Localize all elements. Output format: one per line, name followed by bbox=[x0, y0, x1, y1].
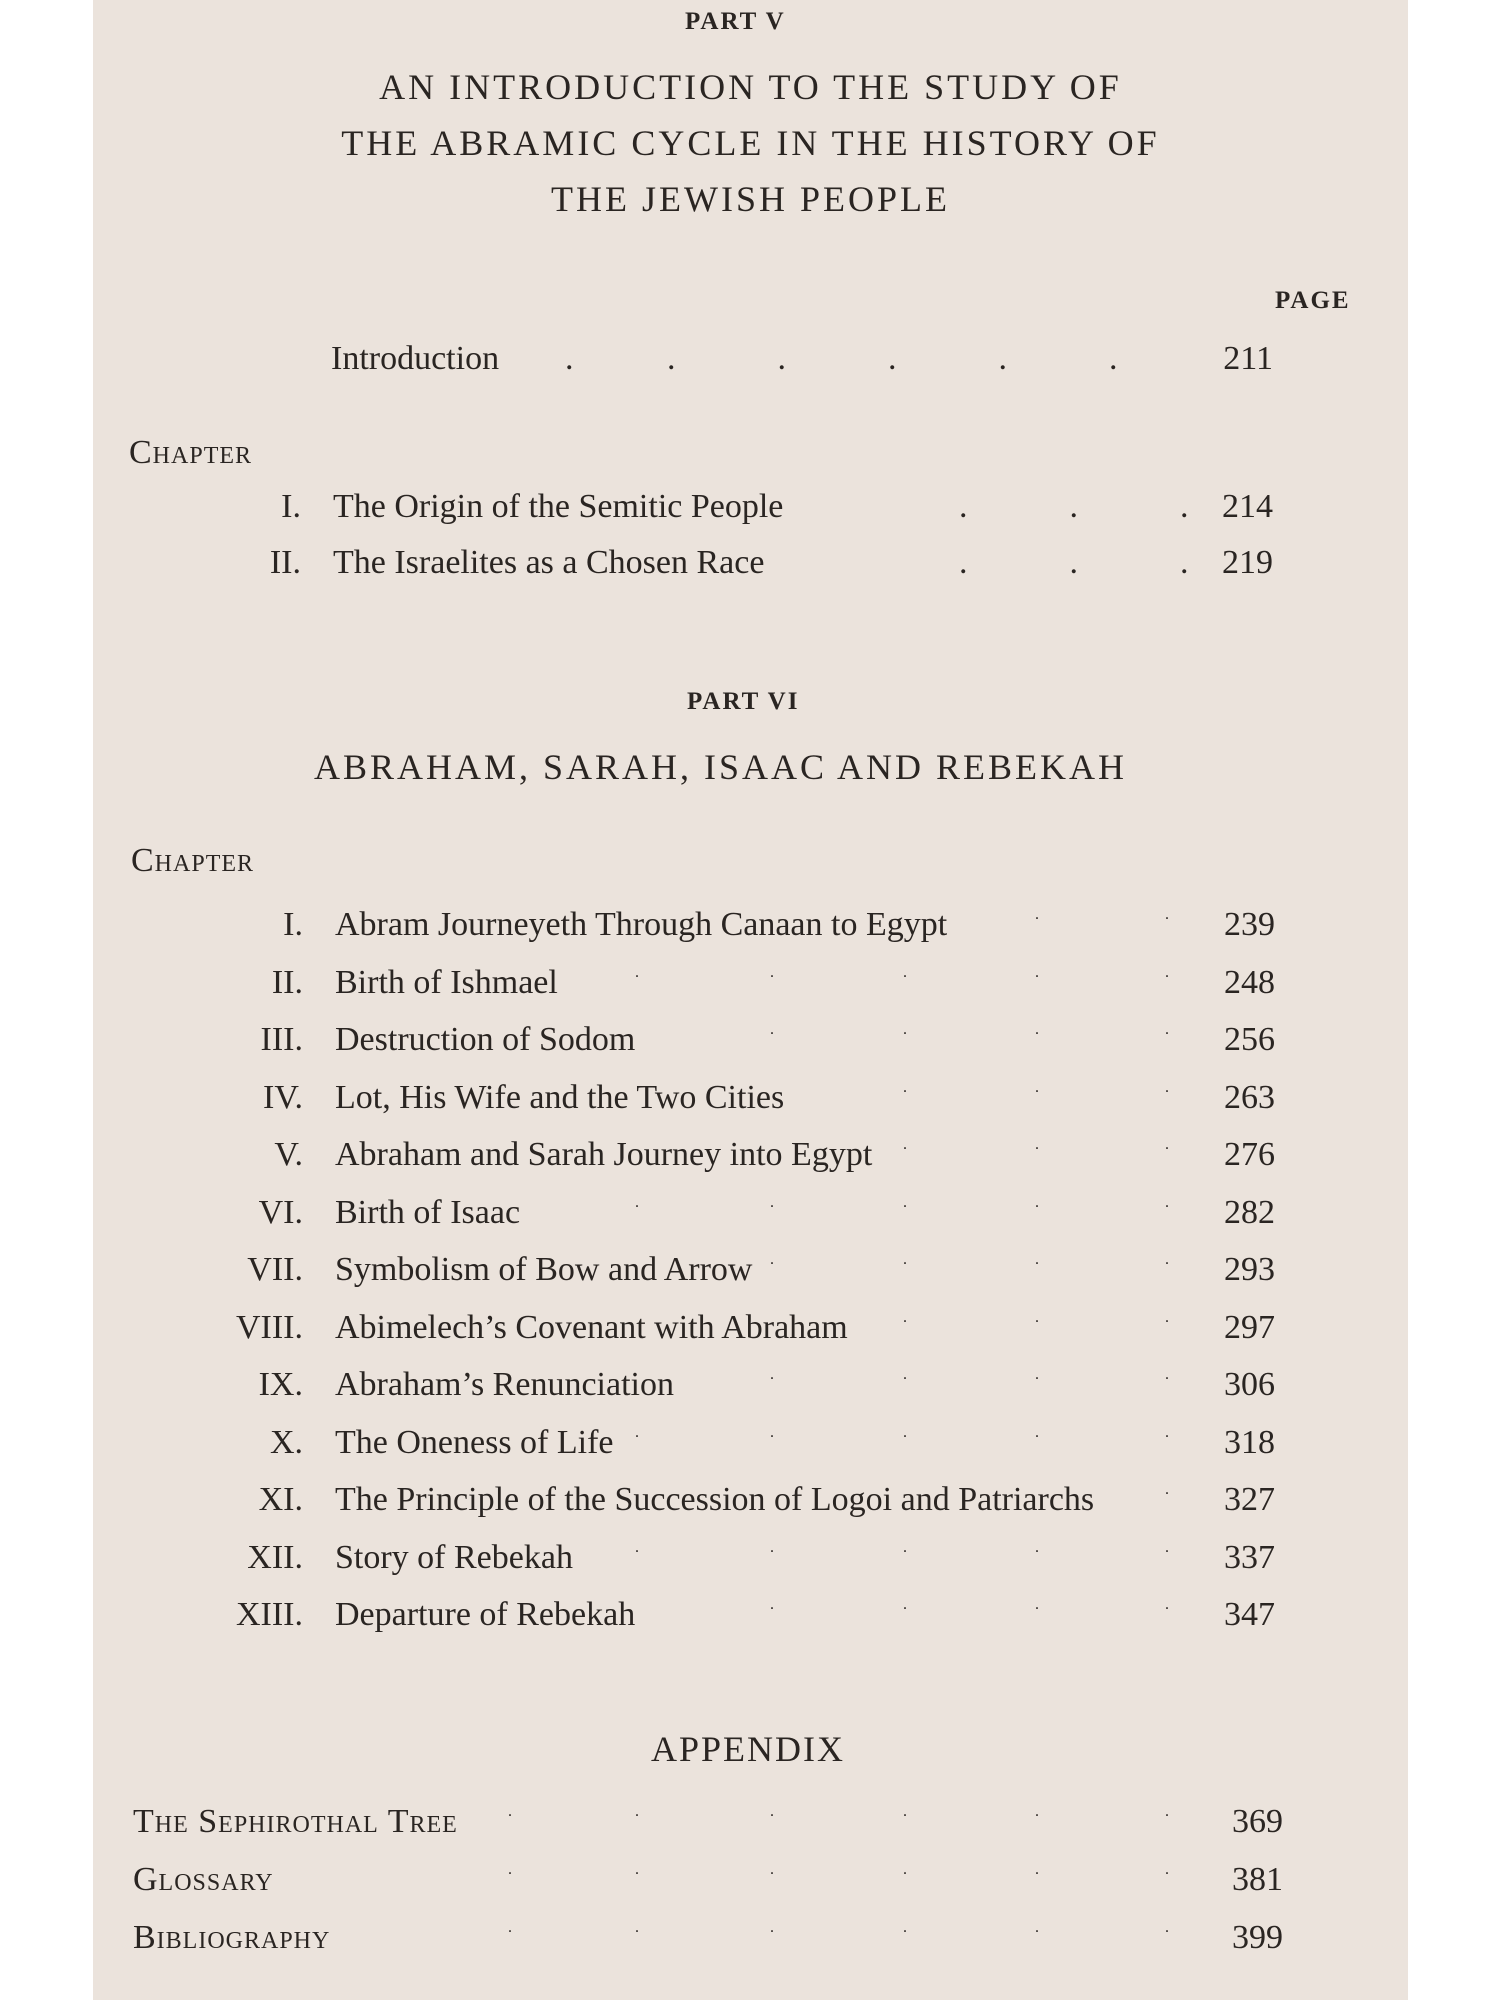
toc-label: Glossary bbox=[133, 1861, 274, 1898]
leader-dots: . . . . . . bbox=[565, 340, 1118, 377]
toc-label: Destruction of Sodom bbox=[335, 1021, 636, 1058]
toc-label: Bibliography bbox=[133, 1919, 331, 1956]
leader-dots: . . . bbox=[959, 488, 1189, 525]
toc-page-number: 239 bbox=[1224, 906, 1275, 943]
toc-label: The Origin of the Semitic People bbox=[333, 488, 784, 525]
toc-row[interactable]: Glossary 381 . . . . . . bbox=[133, 1861, 1283, 1898]
toc-label: The Oneness of Life bbox=[335, 1423, 614, 1461]
chapter-number: VIII. bbox=[235, 1308, 303, 1346]
chapter-number: XIII. bbox=[235, 1596, 303, 1633]
toc-row[interactable]: V. Abraham and Sarah Journey into Egypt 276 . . . bbox=[93, 1136, 1408, 1180]
toc-label: Abram Journeyeth Through Canaan to Egypt bbox=[335, 906, 948, 943]
toc-label: Abraham’s Renunciation bbox=[335, 1366, 674, 1403]
toc-label: Birth of Isaac bbox=[335, 1193, 521, 1231]
chapter-number: II. bbox=[271, 963, 303, 1001]
toc-label: Introduction bbox=[331, 340, 500, 377]
page-column-header: PAGE bbox=[1275, 287, 1351, 314]
toc-page-number: 369 bbox=[1232, 1803, 1283, 1840]
toc-label: Birth of Ishmael bbox=[335, 963, 558, 1001]
toc-page-number: 219 bbox=[1222, 544, 1273, 581]
part-vi-chapter-header: Chapter bbox=[131, 842, 255, 879]
chapter-number: VI. bbox=[258, 1193, 303, 1231]
chapter-number: X. bbox=[269, 1423, 303, 1461]
toc-page-number: 381 bbox=[1232, 1861, 1283, 1898]
chapter-number: IX. bbox=[258, 1366, 303, 1403]
toc-page-number: 399 bbox=[1232, 1919, 1283, 1956]
toc-page-number: 297 bbox=[1224, 1308, 1275, 1346]
chapter-number: XI. bbox=[258, 1481, 303, 1518]
toc-label: Story of Rebekah bbox=[335, 1538, 573, 1576]
toc-row[interactable]: X. The Oneness of Life 318 . . . . . bbox=[93, 1424, 1408, 1468]
toc-label: The Israelites as a Chosen Race bbox=[333, 544, 765, 581]
book-page bbox=[93, 0, 1408, 2000]
part-v-title-line-2: THE ABRAMIC CYCLE IN THE HISTORY OF bbox=[341, 123, 1160, 163]
toc-row[interactable]: VI. Birth of Isaac 282 . . . . . bbox=[93, 1194, 1408, 1238]
chapter-number: IV. bbox=[263, 1078, 303, 1116]
toc-label: The Sephirothal Tree bbox=[133, 1803, 458, 1840]
toc-page-number: 347 bbox=[1224, 1596, 1275, 1633]
toc-page-number: 214 bbox=[1222, 488, 1273, 525]
appendix-title: APPENDIX bbox=[651, 1729, 846, 1769]
toc-row[interactable]: VIII. Abimelech’s Covenant with Abraham 297 . . . bbox=[93, 1309, 1408, 1353]
toc-row[interactable]: III. Destruction of Sodom 256 . . . . bbox=[93, 1021, 1408, 1065]
part-v-chapter-header: Chapter bbox=[129, 434, 253, 471]
chapter-number: XII. bbox=[247, 1538, 303, 1576]
toc-row[interactable]: XIII. Departure of Rebekah 347 . . . . bbox=[93, 1596, 1408, 1640]
toc-page-number: 327 bbox=[1224, 1481, 1275, 1518]
toc-page-number: 282 bbox=[1224, 1193, 1275, 1231]
toc-row[interactable]: The Sephirothal Tree 369 . . . . . . bbox=[133, 1803, 1283, 1840]
toc-page-number: 293 bbox=[1224, 1251, 1275, 1288]
chapter-number: I. bbox=[283, 906, 303, 943]
toc-row[interactable]: Bibliography 399 . . . . . . bbox=[133, 1919, 1283, 1956]
toc-label: The Principle of the Succession of Logoi and Patriarchs bbox=[335, 1481, 1095, 1518]
toc-row[interactable] bbox=[93, 488, 1408, 532]
part-v-title-line-3: THE JEWISH PEOPLE bbox=[551, 179, 950, 219]
toc-row[interactable]: IX. Abraham’s Renunciation 306 . . . . bbox=[93, 1366, 1408, 1410]
part-vi-title: ABRAHAM, SARAH, ISAAC AND REBEKAH bbox=[313, 747, 1128, 787]
toc-page-number: 211 bbox=[1223, 340, 1273, 377]
toc-row[interactable]: XI. The Principle of the Succession of Logoi and Patriarchs 327 . bbox=[93, 1481, 1408, 1525]
part-v-heading: PART V bbox=[685, 8, 786, 35]
toc-label: Abraham and Sarah Journey into Egypt bbox=[335, 1136, 873, 1173]
toc-row[interactable]: IV. Lot, His Wife and the Two Cities 263 . . . bbox=[93, 1079, 1408, 1123]
toc-row[interactable]: I. Abram Journeyeth Through Canaan to Egypt 239 . . bbox=[93, 906, 1408, 950]
toc-page-number: 276 bbox=[1224, 1136, 1275, 1173]
toc-row-introduction[interactable] bbox=[93, 340, 1408, 384]
toc-label: Departure of Rebekah bbox=[335, 1596, 636, 1633]
toc-page-number: 248 bbox=[1224, 963, 1275, 1001]
toc-row[interactable]: VII. Symbolism of Bow and Arrow 293 . . . . bbox=[93, 1251, 1408, 1295]
toc-page-number: 263 bbox=[1224, 1078, 1275, 1116]
toc-row[interactable]: II. Birth of Ishmael 248 . . . . . bbox=[93, 964, 1408, 1008]
part-vi-heading: PART VI bbox=[687, 688, 800, 715]
toc-row[interactable]: XII. Story of Rebekah 337 . . . . . bbox=[93, 1539, 1408, 1583]
chapter-number: V. bbox=[274, 1136, 303, 1173]
chapter-number: VII. bbox=[247, 1251, 303, 1288]
chapter-number: III. bbox=[260, 1021, 303, 1058]
toc-label: Abimelech’s Covenant with Abraham bbox=[335, 1308, 848, 1346]
toc-label: Symbolism of Bow and Arrow bbox=[335, 1251, 753, 1288]
chapter-number: I. bbox=[281, 488, 301, 525]
toc-page-number: 318 bbox=[1224, 1423, 1275, 1461]
toc-page-number: 337 bbox=[1224, 1538, 1275, 1576]
toc-row[interactable] bbox=[93, 544, 1408, 588]
toc-label: Lot, His Wife and the Two Cities bbox=[335, 1078, 785, 1116]
chapter-number: II. bbox=[269, 544, 301, 581]
toc-page-number: 306 bbox=[1224, 1366, 1275, 1403]
part-v-title-line-1: AN INTRODUCTION TO THE STUDY OF bbox=[379, 67, 1122, 107]
leader-dots: . . . bbox=[959, 544, 1189, 581]
toc-page-number: 256 bbox=[1224, 1021, 1275, 1058]
